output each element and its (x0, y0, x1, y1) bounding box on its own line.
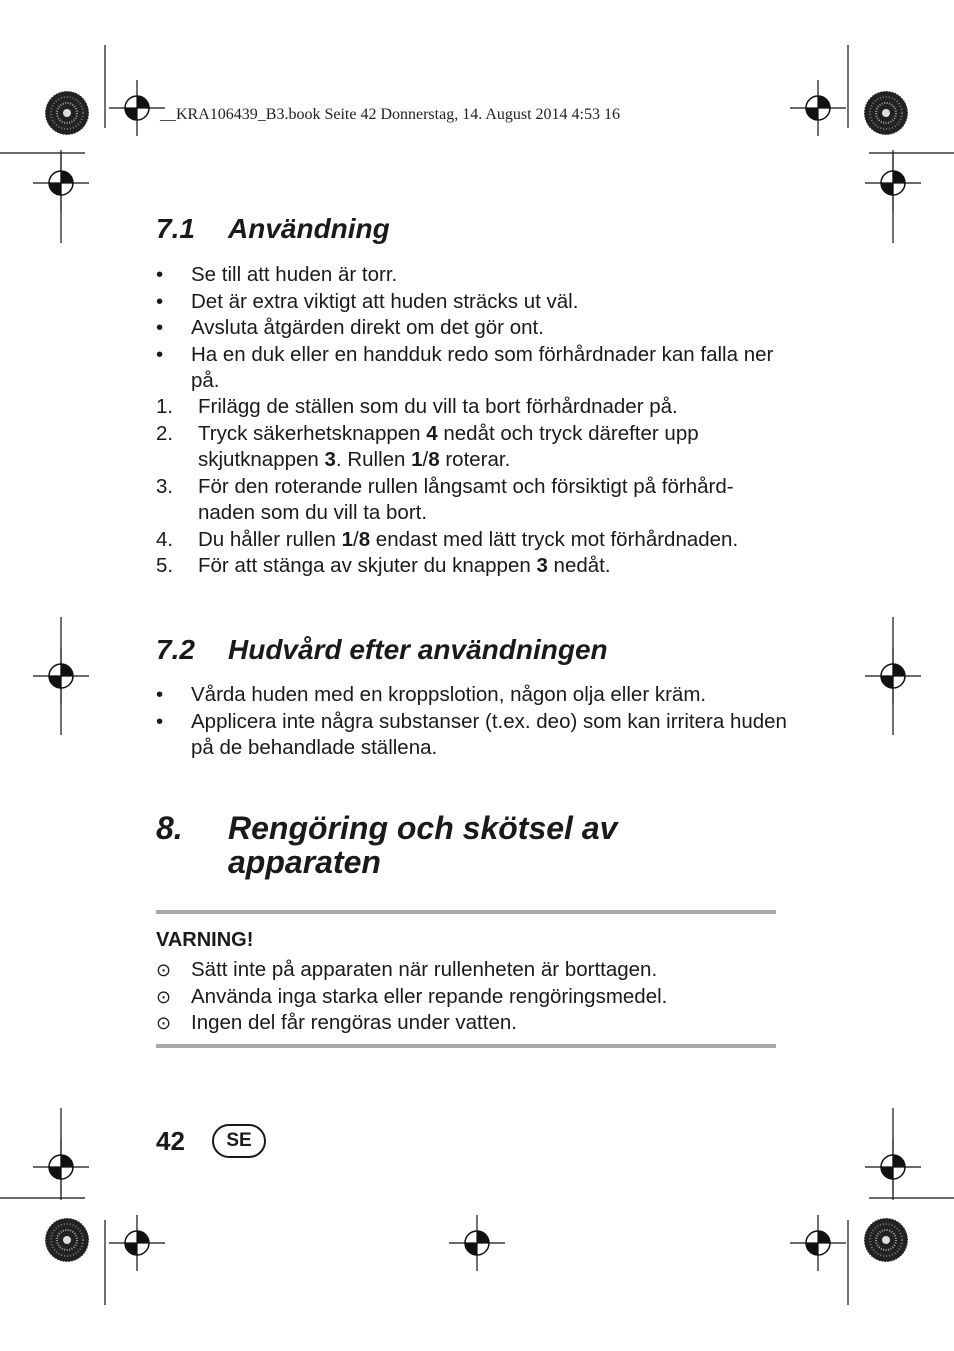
section-number: 7.2 (156, 634, 195, 665)
section-title: Användning (228, 213, 390, 244)
bullet-icon: • (156, 289, 164, 313)
section-number: 7.1 (156, 213, 195, 244)
list-item: 3. För den roterande rullen långsamt och försiktigt på förhård- naden som du vill ta bort. (156, 474, 734, 524)
list-item: • Det är extra viktigt att huden sträcks ut väl. (156, 289, 796, 316)
list-item: 1. Frilägg de ställen som du vill ta bort förhårdnader på. (156, 395, 678, 418)
list-item: • Se till att huden är torr. (156, 262, 796, 289)
chapter-number: 8. (156, 810, 183, 846)
list-item: • Avsluta åtgärden direkt om det gör ont. (156, 315, 796, 342)
warning-bottom-rule (156, 1044, 776, 1048)
warning-title: VARNING! (156, 929, 254, 951)
usage-steps-list (156, 394, 796, 580)
bullet-icon: • (156, 316, 164, 339)
skin-care-bullet-list (156, 682, 796, 762)
bullet-icon: • (156, 683, 164, 706)
list-item: • Applicera inte några substanser (t.ex. deo) som kan irritera huden på de behandlade ställena. (156, 709, 787, 759)
list-item: • Ha en duk eller en handduk redo som förhårdnader kan falla ner på. (156, 342, 774, 392)
print-header: __KRA106439_B3.book Seite 42 Donnerstag, 14. August 2014 4:53 16 (160, 106, 620, 123)
warning-top-rule (156, 910, 776, 914)
page-number: 42 (156, 1126, 185, 1156)
list-item: 4. Du håller rullen 1/8 endast med lätt tryck mot förhårdnaden. (156, 527, 739, 551)
usage-bullet-list (156, 262, 796, 395)
section-heading-7-1 (156, 213, 390, 245)
language-badge: SE (212, 1124, 266, 1158)
chapter-title: Rengöring och skötsel av apparaten (228, 810, 618, 880)
warning-bullet-icon: ⊙ (156, 986, 172, 1007)
list-item: 5. För att stänga av skjuter du knappen 3 nedåt. (156, 554, 611, 577)
bullet-icon: • (156, 263, 164, 286)
bullet-icon: • (156, 709, 164, 733)
list-item: • Vårda huden med en kroppslotion, någon olja eller kräm. (156, 682, 796, 709)
list-item: ⊙ Använda inga starka eller repande rengöringsmedel. (156, 984, 796, 1011)
warning-bullet-icon: ⊙ (156, 960, 172, 980)
warning-bullet-icon: ⊙ (156, 1013, 172, 1033)
list-item: ⊙ Sätt inte på apparaten när rullenheten är borttagen. (156, 957, 796, 984)
bullet-icon: • (156, 342, 164, 366)
list-item: ⊙ Ingen del får rengöras under vatten. (156, 1010, 796, 1037)
section-title: Hudvård efter användningen (228, 634, 608, 665)
section-heading-7-2 (156, 634, 608, 666)
warning-list (156, 957, 796, 1037)
list-item: 2. Tryck säkerhetsknappen 4 nedåt och tryck därefter upp skjutknappen 3. Rullen 1/8 roterar. (156, 421, 699, 471)
